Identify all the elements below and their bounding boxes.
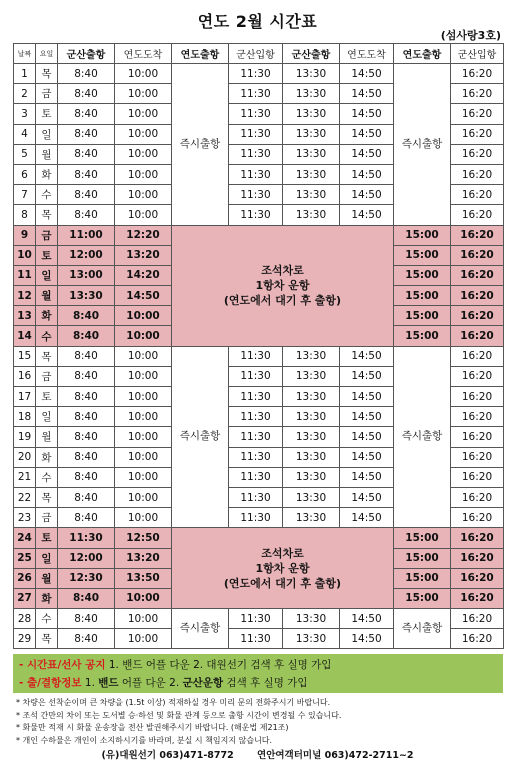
date-cell: 8 [14, 205, 36, 225]
gunsan-depart-cell: 8:40 [58, 366, 115, 386]
date-cell: 16 [14, 366, 36, 386]
gunsan-depart-cell: 8:40 [58, 144, 115, 164]
immediate-depart-cell: 즉시출항 [394, 609, 451, 649]
gunsan-depart-cell: 13:30 [58, 286, 115, 306]
gunsan-depart-cell: 8:40 [58, 447, 115, 467]
gunsan-depart-2-cell: 13:30 [283, 124, 340, 144]
yeondo-arrive-cell: 14:50 [115, 286, 172, 306]
gunsan-arrive-cell: 11:30 [229, 124, 283, 144]
weekday-cell: 월 [36, 568, 58, 588]
gunsan-depart-2-cell: 13:30 [283, 508, 340, 528]
gunsan-depart-2-cell: 13:30 [283, 205, 340, 225]
gunsan-depart-2-cell: 13:30 [283, 609, 340, 629]
date-cell: 22 [14, 487, 36, 507]
notice-line-schedule [19, 656, 497, 674]
gunsan-arrive-2-cell: 16:20 [451, 467, 504, 487]
gunsan-arrive-2-cell: 16:20 [451, 64, 504, 84]
yeondo-arrive-2-cell: 14:50 [340, 407, 394, 427]
header-weekday: 요일 [36, 44, 58, 64]
gunsan-depart-2-cell: 13:30 [283, 185, 340, 205]
yeondo-arrive-cell: 10:00 [115, 407, 172, 427]
yeondo-arrive-cell: 12:50 [115, 528, 172, 548]
gunsan-arrive-2-cell: 16:20 [451, 528, 504, 548]
gunsan-depart-cell: 8:40 [58, 508, 115, 528]
gunsan-depart-cell: 11:00 [58, 225, 115, 245]
notes-list [16, 697, 506, 748]
date-cell: 27 [14, 588, 36, 608]
date-cell: 21 [14, 467, 36, 487]
notice-sailing-text-3: 검색 후 실명 가입 [223, 677, 308, 689]
notice-sailing-text-2: 어플 다운 2. [118, 677, 183, 689]
notice-band-name: 밴드 [98, 677, 119, 689]
table-row [14, 346, 504, 366]
date-cell: 28 [14, 609, 36, 629]
date-cell: 18 [14, 407, 36, 427]
yeondo-arrive-2-cell: 14:50 [340, 487, 394, 507]
gunsan-arrive-cell: 11:30 [229, 164, 283, 184]
schedule-table [13, 43, 504, 649]
gunsan-depart-cell: 8:40 [58, 346, 115, 366]
gunsan-arrive-cell: 11:30 [229, 609, 283, 629]
gunsan-depart-cell: 8:40 [58, 609, 115, 629]
yeondo-arrive-cell: 10:00 [115, 346, 172, 366]
gunsan-depart-cell: 12:00 [58, 548, 115, 568]
gunsan-depart-cell: 8:40 [58, 104, 115, 124]
gunsan-depart-2-cell: 13:30 [283, 84, 340, 104]
gunsan-arrive-2-cell: 16:20 [451, 568, 504, 588]
yeondo-depart-2-cell: 15:00 [394, 286, 451, 306]
gunsan-depart-cell: 8:40 [58, 629, 115, 649]
gunsan-arrive-cell: 11:30 [229, 629, 283, 649]
header-yeondo-arrive: 연도도착 [115, 44, 172, 64]
gunsan-arrive-2-cell: 16:20 [451, 104, 504, 124]
gunsan-arrive-cell: 11:30 [229, 487, 283, 507]
weekday-cell: 화 [36, 164, 58, 184]
gunsan-arrive-cell: 11:30 [229, 104, 283, 124]
weekday-cell: 목 [36, 487, 58, 507]
yeondo-depart-2-cell: 15:00 [394, 326, 451, 346]
yeondo-depart-2-cell: 15:00 [394, 306, 451, 326]
yeondo-arrive-cell: 10:00 [115, 447, 172, 467]
yeondo-arrive-2-cell: 14:50 [340, 124, 394, 144]
gunsan-arrive-2-cell: 16:20 [451, 164, 504, 184]
header-gunsan-arrive: 군산입항 [229, 44, 283, 64]
yeondo-arrive-2-cell: 14:50 [340, 427, 394, 447]
gunsan-arrive-2-cell: 16:20 [451, 346, 504, 366]
weekday-cell: 금 [36, 508, 58, 528]
header-gunsan-depart-2: 군산출항 [283, 44, 340, 64]
yeondo-arrive-2-cell: 14:50 [340, 104, 394, 124]
gunsan-arrive-2-cell: 16:20 [451, 306, 504, 326]
gunsan-depart-2-cell: 13:30 [283, 427, 340, 447]
gunsan-arrive-cell: 11:30 [229, 508, 283, 528]
yeondo-arrive-cell: 10:00 [115, 306, 172, 326]
gunsan-depart-cell: 8:40 [58, 124, 115, 144]
gunsan-depart-cell: 11:30 [58, 528, 115, 548]
date-cell: 24 [14, 528, 36, 548]
gunsan-arrive-cell: 11:30 [229, 387, 283, 407]
gunsan-depart-cell: 8:40 [58, 427, 115, 447]
header-gunsan-depart: 군산출항 [58, 44, 115, 64]
weekday-cell: 월 [36, 286, 58, 306]
gunsan-depart-cell: 13:00 [58, 265, 115, 285]
gunsan-arrive-cell: 11:30 [229, 447, 283, 467]
yeondo-arrive-cell: 10:00 [115, 508, 172, 528]
gunsan-arrive-cell: 11:30 [229, 427, 283, 447]
weekday-cell: 토 [36, 104, 58, 124]
yeondo-arrive-cell: 10:00 [115, 366, 172, 386]
yeondo-arrive-cell: 10:00 [115, 427, 172, 447]
gunsan-arrive-2-cell: 16:20 [451, 508, 504, 528]
gunsan-arrive-2-cell: 16:20 [451, 407, 504, 427]
yeondo-arrive-2-cell: 14:50 [340, 144, 394, 164]
yeondo-arrive-cell: 13:20 [115, 548, 172, 568]
header-date: 날짜 [14, 44, 36, 64]
date-cell: 19 [14, 427, 36, 447]
gunsan-arrive-2-cell: 16:20 [451, 265, 504, 285]
weekday-cell: 화 [36, 447, 58, 467]
gunsan-arrive-2-cell: 16:20 [451, 205, 504, 225]
note-item: * 차량은 선착순이며 큰 차량을 (1.5t 이상) 적재하실 경우 미리 문의 전화주시기 바랍니다. [16, 698, 331, 707]
tide-notice-cell: 조석차로 1항차 운항 (연도에서 대기 후 출항) [172, 528, 394, 609]
weekday-cell: 수 [36, 185, 58, 205]
gunsan-arrive-cell: 11:30 [229, 407, 283, 427]
gunsan-arrive-cell: 11:30 [229, 64, 283, 84]
gunsan-depart-2-cell: 13:30 [283, 366, 340, 386]
notice-sailing-text: 1. [81, 677, 99, 689]
immediate-depart-cell: 즉시출항 [172, 609, 229, 649]
gunsan-depart-2-cell: 13:30 [283, 144, 340, 164]
yeondo-arrive-cell: 12:20 [115, 225, 172, 245]
notice-schedule-label: - 시간표/선사 공지 [19, 659, 106, 671]
gunsan-depart-2-cell: 13:30 [283, 104, 340, 124]
yeondo-arrive-2-cell: 14:50 [340, 164, 394, 184]
gunsan-arrive-cell: 11:30 [229, 144, 283, 164]
gunsan-depart-cell: 8:40 [58, 64, 115, 84]
gunsan-arrive-cell: 11:30 [229, 366, 283, 386]
yeondo-depart-2-cell: 15:00 [394, 265, 451, 285]
weekday-cell: 월 [36, 427, 58, 447]
company-phone: (유)대원선기 063)471-8772 [101, 750, 234, 761]
gunsan-arrive-cell: 11:30 [229, 467, 283, 487]
gunsan-depart-2-cell: 13:30 [283, 346, 340, 366]
yeondo-arrive-cell: 10:00 [115, 164, 172, 184]
gunsan-arrive-2-cell: 16:20 [451, 548, 504, 568]
date-cell: 1 [14, 64, 36, 84]
yeondo-arrive-2-cell: 14:50 [340, 366, 394, 386]
yeondo-arrive-cell: 10:00 [115, 205, 172, 225]
immediate-depart-cell: 즉시출항 [394, 346, 451, 528]
date-cell: 3 [14, 104, 36, 124]
weekday-cell: 목 [36, 205, 58, 225]
gunsan-depart-cell: 8:40 [58, 588, 115, 608]
date-cell: 7 [14, 185, 36, 205]
header-yeondo-depart: 연도출항 [172, 44, 229, 64]
weekday-cell: 토 [36, 387, 58, 407]
yeondo-arrive-2-cell: 14:50 [340, 64, 394, 84]
date-cell: 23 [14, 508, 36, 528]
gunsan-arrive-2-cell: 16:20 [451, 588, 504, 608]
ship-name: (섬사랑3호) [440, 29, 501, 42]
note-item: * 화물만 적재 시 화물 운송장을 전산 발권해주시기 바랍니다. (해운법 제21조) [16, 723, 289, 733]
yeondo-depart-2-cell: 15:00 [394, 568, 451, 588]
gunsan-arrive-2-cell: 16:20 [451, 387, 504, 407]
yeondo-arrive-cell: 10:00 [115, 487, 172, 507]
yeondo-arrive-cell: 13:20 [115, 245, 172, 265]
gunsan-depart-2-cell: 13:30 [283, 629, 340, 649]
weekday-cell: 수 [36, 467, 58, 487]
weekday-cell: 금 [36, 84, 58, 104]
date-cell: 10 [14, 245, 36, 265]
table-row [14, 609, 504, 629]
gunsan-depart-cell: 8:40 [58, 487, 115, 507]
yeondo-arrive-cell: 10:00 [115, 84, 172, 104]
weekday-cell: 목 [36, 64, 58, 84]
weekday-cell: 수 [36, 326, 58, 346]
weekday-cell: 화 [36, 588, 58, 608]
gunsan-arrive-2-cell: 16:20 [451, 185, 504, 205]
weekday-cell: 일 [36, 124, 58, 144]
yeondo-depart-2-cell: 15:00 [394, 548, 451, 568]
weekday-cell: 토 [36, 245, 58, 265]
gunsan-depart-cell: 12:00 [58, 245, 115, 265]
gunsan-depart-cell: 8:40 [58, 467, 115, 487]
gunsan-depart-2-cell: 13:30 [283, 467, 340, 487]
yeondo-arrive-2-cell: 14:50 [340, 629, 394, 649]
gunsan-depart-cell: 8:40 [58, 326, 115, 346]
notice-schedule-text: 1. 밴드 어플 다운 2. 대원선기 검색 후 실명 가입 [105, 659, 332, 671]
table-row [14, 64, 504, 84]
yeondo-arrive-2-cell: 14:50 [340, 467, 394, 487]
yeondo-arrive-2-cell: 14:50 [340, 387, 394, 407]
yeondo-arrive-cell: 10:00 [115, 629, 172, 649]
weekday-cell: 금 [36, 225, 58, 245]
gunsan-depart-2-cell: 13:30 [283, 387, 340, 407]
gunsan-depart-cell: 8:40 [58, 306, 115, 326]
yeondo-arrive-2-cell: 14:50 [340, 447, 394, 467]
gunsan-depart-cell: 8:40 [58, 205, 115, 225]
date-cell: 26 [14, 568, 36, 588]
weekday-cell: 일 [36, 407, 58, 427]
yeondo-arrive-cell: 10:00 [115, 387, 172, 407]
yeondo-arrive-cell: 10:00 [115, 588, 172, 608]
note-item: * 개인 수하물은 개인이 소지하시기를 바라며, 분실 시 책임지지 않습니다. [16, 736, 273, 746]
yeondo-arrive-2-cell: 14:50 [340, 508, 394, 528]
weekday-cell: 목 [36, 346, 58, 366]
gunsan-arrive-cell: 11:30 [229, 185, 283, 205]
yeondo-arrive-2-cell: 14:50 [340, 609, 394, 629]
gunsan-arrive-2-cell: 16:20 [451, 144, 504, 164]
gunsan-depart-cell: 8:40 [58, 185, 115, 205]
weekday-cell: 목 [36, 629, 58, 649]
gunsan-arrive-2-cell: 16:20 [451, 124, 504, 144]
gunsan-depart-2-cell: 13:30 [283, 447, 340, 467]
date-cell: 9 [14, 225, 36, 245]
gunsan-arrive-2-cell: 16:20 [451, 427, 504, 447]
yeondo-arrive-cell: 10:00 [115, 104, 172, 124]
terminal-phone: 연안여객터미널 063)472-2711~2 [257, 750, 414, 761]
gunsan-arrive-2-cell: 16:20 [451, 487, 504, 507]
gunsan-depart-cell: 12:30 [58, 568, 115, 588]
yeondo-arrive-cell: 10:00 [115, 326, 172, 346]
header-yeondo-depart-2: 연도출항 [394, 44, 451, 64]
date-cell: 12 [14, 286, 36, 306]
header-yeondo-arrive-2: 연도도착 [340, 44, 394, 64]
gunsan-arrive-2-cell: 16:20 [451, 326, 504, 346]
gunsan-depart-2-cell: 13:30 [283, 487, 340, 507]
gunsan-depart-2-cell: 13:30 [283, 64, 340, 84]
gunsan-depart-cell: 8:40 [58, 84, 115, 104]
gunsan-arrive-2-cell: 16:20 [451, 245, 504, 265]
yeondo-depart-2-cell: 15:00 [394, 245, 451, 265]
gunsan-arrive-2-cell: 16:20 [451, 609, 504, 629]
tide-notice-cell: 조석차로 1항차 운항 (연도에서 대기 후 출항) [172, 225, 394, 346]
table-header-row [14, 44, 504, 64]
immediate-depart-cell: 즉시출항 [172, 346, 229, 528]
date-cell: 25 [14, 548, 36, 568]
contact-info [0, 747, 515, 761]
notice-box [13, 654, 503, 693]
gunsan-depart-2-cell: 13:30 [283, 164, 340, 184]
date-cell: 17 [14, 387, 36, 407]
gunsan-arrive-2-cell: 16:20 [451, 447, 504, 467]
notice-sailing-label: - 출/결항정보 [19, 677, 82, 689]
gunsan-arrive-2-cell: 16:20 [451, 629, 504, 649]
yeondo-arrive-cell: 10:00 [115, 609, 172, 629]
yeondo-arrive-2-cell: 14:50 [340, 346, 394, 366]
yeondo-arrive-cell: 10:00 [115, 467, 172, 487]
table-row [14, 528, 504, 548]
date-cell: 15 [14, 346, 36, 366]
date-cell: 2 [14, 84, 36, 104]
weekday-cell: 일 [36, 265, 58, 285]
yeondo-arrive-cell: 10:00 [115, 185, 172, 205]
yeondo-arrive-2-cell: 14:50 [340, 205, 394, 225]
note-item: * 조석 간만의 차이 또는 도서별 승·하선 및 화물 관계 등으로 출항 시간이 변경될 수 있습니다. [16, 710, 342, 720]
yeondo-arrive-cell: 10:00 [115, 64, 172, 84]
date-cell: 14 [14, 326, 36, 346]
yeondo-arrive-cell: 13:50 [115, 568, 172, 588]
immediate-depart-cell: 즉시출항 [172, 64, 229, 226]
gunsan-arrive-2-cell: 16:20 [451, 84, 504, 104]
gunsan-depart-cell: 8:40 [58, 387, 115, 407]
yeondo-arrive-2-cell: 14:50 [340, 185, 394, 205]
yeondo-arrive-cell: 10:00 [115, 144, 172, 164]
yeondo-depart-2-cell: 15:00 [394, 588, 451, 608]
weekday-cell: 화 [36, 306, 58, 326]
yeondo-arrive-2-cell: 14:50 [340, 84, 394, 104]
gunsan-arrive-2-cell: 16:20 [451, 366, 504, 386]
notice-app-name: 군산운항 [182, 677, 224, 689]
date-cell: 11 [14, 265, 36, 285]
gunsan-depart-cell: 8:40 [58, 407, 115, 427]
yeondo-arrive-cell: 14:20 [115, 265, 172, 285]
gunsan-arrive-2-cell: 16:20 [451, 286, 504, 306]
table-row [14, 225, 504, 245]
gunsan-arrive-2-cell: 16:20 [451, 225, 504, 245]
weekday-cell: 일 [36, 548, 58, 568]
weekday-cell: 금 [36, 366, 58, 386]
weekday-cell: 월 [36, 144, 58, 164]
page-title: 연도 2월 시간표 [197, 12, 318, 31]
gunsan-arrive-cell: 11:30 [229, 84, 283, 104]
date-cell: 5 [14, 144, 36, 164]
date-cell: 29 [14, 629, 36, 649]
gunsan-arrive-cell: 11:30 [229, 346, 283, 366]
notice-line-sailing [19, 674, 497, 692]
immediate-depart-cell: 즉시출항 [394, 64, 451, 226]
gunsan-depart-2-cell: 13:30 [283, 407, 340, 427]
weekday-cell: 수 [36, 609, 58, 629]
header-gunsan-arrive-2: 군산입항 [451, 44, 504, 64]
yeondo-depart-2-cell: 15:00 [394, 225, 451, 245]
gunsan-arrive-cell: 11:30 [229, 205, 283, 225]
weekday-cell: 토 [36, 528, 58, 548]
gunsan-depart-cell: 8:40 [58, 164, 115, 184]
yeondo-depart-2-cell: 15:00 [394, 528, 451, 548]
date-cell: 20 [14, 447, 36, 467]
yeondo-arrive-cell: 10:00 [115, 124, 172, 144]
date-cell: 13 [14, 306, 36, 326]
date-cell: 6 [14, 164, 36, 184]
date-cell: 4 [14, 124, 36, 144]
